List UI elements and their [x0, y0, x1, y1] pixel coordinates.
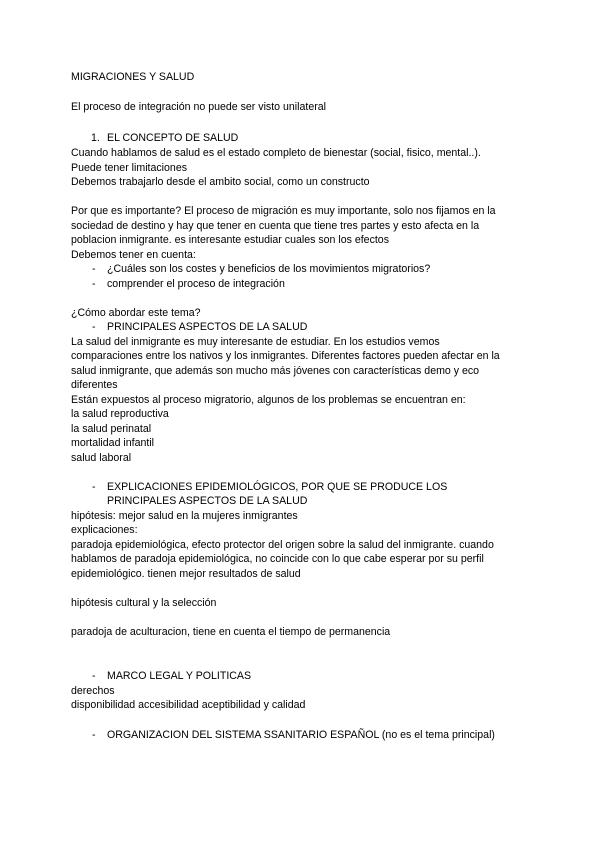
text-line: ¿Cómo abordar este tema? — [71, 307, 201, 319]
section-heading-organizacion: ORGANIZACION DEL SISTEMA SSANITARIO ESPAÑOL (no es el tema principal) — [107, 729, 495, 741]
text-line: epidemiológico. tienen mejor resultados de salud — [71, 568, 301, 580]
text-line: poblacion inmigrante. es interesante estudiar cuales son los efectos — [71, 234, 389, 246]
text-line: Puede tener limitaciones — [71, 162, 188, 174]
bullet-dash: - — [92, 278, 96, 290]
bullet-dash: - — [92, 481, 96, 493]
text-line: Están expuestos al proceso migratorio, algunos de los problemas se encuentran en: — [71, 394, 466, 406]
text-line: paradoja epidemiológica, efecto protector del origen sobre la salud del inmigrante. cuando — [71, 539, 494, 551]
text-line: mortalidad infantil — [71, 437, 155, 449]
text-line: Por que es importante? El proceso de migración es muy importante, solo nos fijamos en la — [71, 205, 496, 217]
section-heading-principales: PRINCIPALES ASPECTOS DE LA SALUD — [107, 321, 308, 333]
bullet-dash: - — [92, 670, 96, 682]
section-heading-marco: MARCO LEGAL Y POLITICAS — [107, 670, 252, 682]
section-heading-epidemio-cont: PRINCIPALES ASPECTOS DE LA SALUD — [107, 495, 308, 507]
text-line: la salud reproductiva — [71, 408, 169, 420]
text-line: la salud perinatal — [71, 423, 152, 435]
bullet-dash: - — [92, 729, 96, 741]
text-line: La salud del inmigrante es muy interesante de estudiar. En los estudios vemos — [71, 336, 440, 348]
bullet-dash: - — [92, 263, 96, 275]
text-line: disponibilidad accesibilidad aceptibilidad y calidad — [71, 699, 306, 711]
section-heading-concepto: EL CONCEPTO DE SALUD — [107, 132, 239, 144]
document-title: MIGRACIONES Y SALUD — [71, 71, 195, 83]
text-line: salud laboral — [71, 452, 132, 464]
text-line: comparaciones entre los nativos y los inmigrantes. Diferentes factores pueden afectar en la — [71, 350, 500, 362]
bullet-item: ¿Cuáles son los costes y beneficios de los movimientos migratorios? — [107, 263, 431, 275]
section-number: 1. — [91, 132, 100, 144]
intro-paragraph: El proceso de integración no puede ser visto unilateral — [71, 101, 326, 113]
bullet-dash: - — [92, 321, 96, 333]
text-line: paradoja de aculturacion, tiene en cuenta el tiempo de permanencia — [71, 626, 391, 638]
text-line: derechos — [71, 685, 115, 697]
section-heading-epidemio: EXPLICACIONES EPIDEMIOLÓGICOS, POR QUE SE PRODUCE LOS — [107, 481, 448, 493]
text-line: Cuando hablamos de salud es el estado completo de bienestar (social, fisico, mental..). — [71, 147, 481, 159]
text-line: explicaciones: — [71, 524, 138, 536]
text-line: diferentes — [71, 379, 118, 391]
text-line: hipótesis cultural y la selección — [71, 597, 217, 609]
text-line: hipótesis: mejor salud en la mujeres inmigrantes — [71, 510, 298, 522]
text-line: sociedad de destino y hay que tener en cuenta que tiene tres partes y esto afecta en la — [71, 220, 480, 232]
text-line: hablamos de paradoja epidemiológica, no coincide con lo que cabe esperar por su perfil — [71, 553, 484, 565]
bullet-item: comprender el proceso de integración — [107, 278, 285, 290]
text-line: salud inmigrante, que además son mucho más jóvenes con características demo y eco — [71, 365, 480, 377]
text-line: Debemos tener en cuenta: — [71, 249, 196, 261]
text-line: Debemos trabajarlo desde el ambito social, como un constructo — [71, 176, 370, 188]
